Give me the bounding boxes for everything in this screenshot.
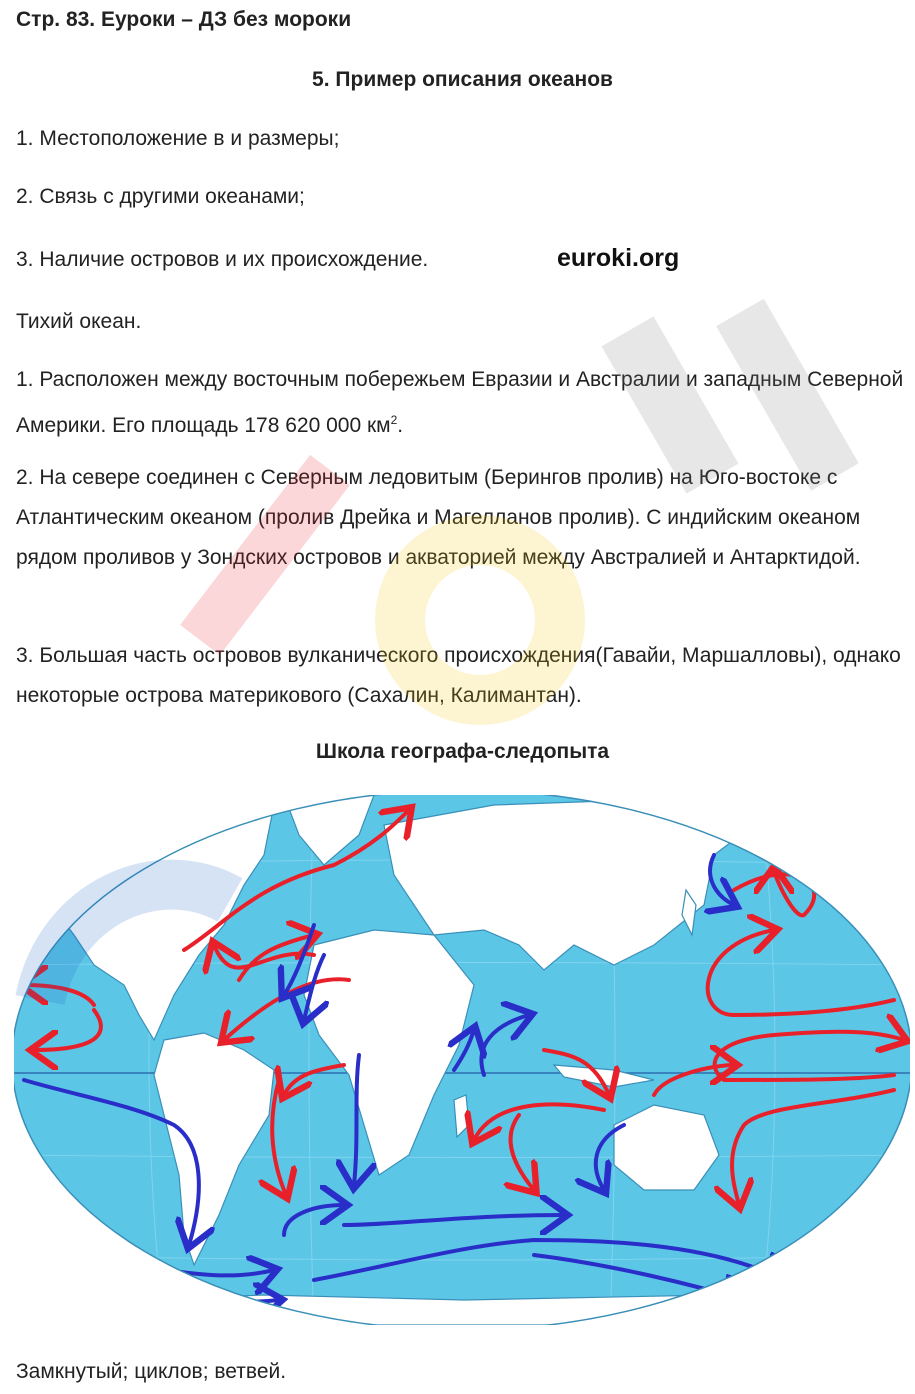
page-header: Стр. 83. Еуроки – ДЗ без мороки	[16, 8, 352, 31]
plan-item-3: 3. Наличие островов и их происхождение.	[16, 248, 429, 271]
answer-1-text: 1. Расположен между восточным побережьем Евразии и Австралии и западным Северной Америки. Его площадь 178 620 000 км	[16, 368, 904, 437]
antarctica	[14, 1295, 910, 1325]
plan-item-2: 2. Связь с другими океанами;	[16, 185, 305, 208]
answer-2: 2. На севере соединен с Северным ледовитым (Берингов пролив) на Юго-востоке с Атлантическим океаном (пролив Дрейка и Магелланов пролив). С индийским океаном рядом проливов у Зондских островов и акваторией между Австралией и Антарктидой.	[16, 466, 861, 569]
ocean-name: Тихий океан.	[16, 310, 142, 333]
map-title: Школа географа-следопыта	[315, 740, 610, 763]
answer-1	[16, 360, 906, 446]
answer-1-sup: 2	[390, 413, 398, 427]
answer-3: 3. Большая часть островов вулканического происхождения(Гавайи, Маршалловы), однако некоторые острова материкового (Сахалин, Калимантан).	[16, 644, 901, 707]
australia	[614, 1105, 719, 1190]
cold-current	[14, 1255, 124, 1265]
answer-1-end: .	[397, 414, 404, 437]
footer-answer: Замкнутый; циклов; ветвей.	[16, 1360, 287, 1383]
site-brand: euroki.org	[557, 244, 680, 272]
ocean-currents-map	[14, 795, 910, 1325]
section-title: 5. Пример описания океанов	[312, 68, 613, 91]
plan-item-1: 1. Местоположение в и размеры;	[16, 127, 340, 150]
